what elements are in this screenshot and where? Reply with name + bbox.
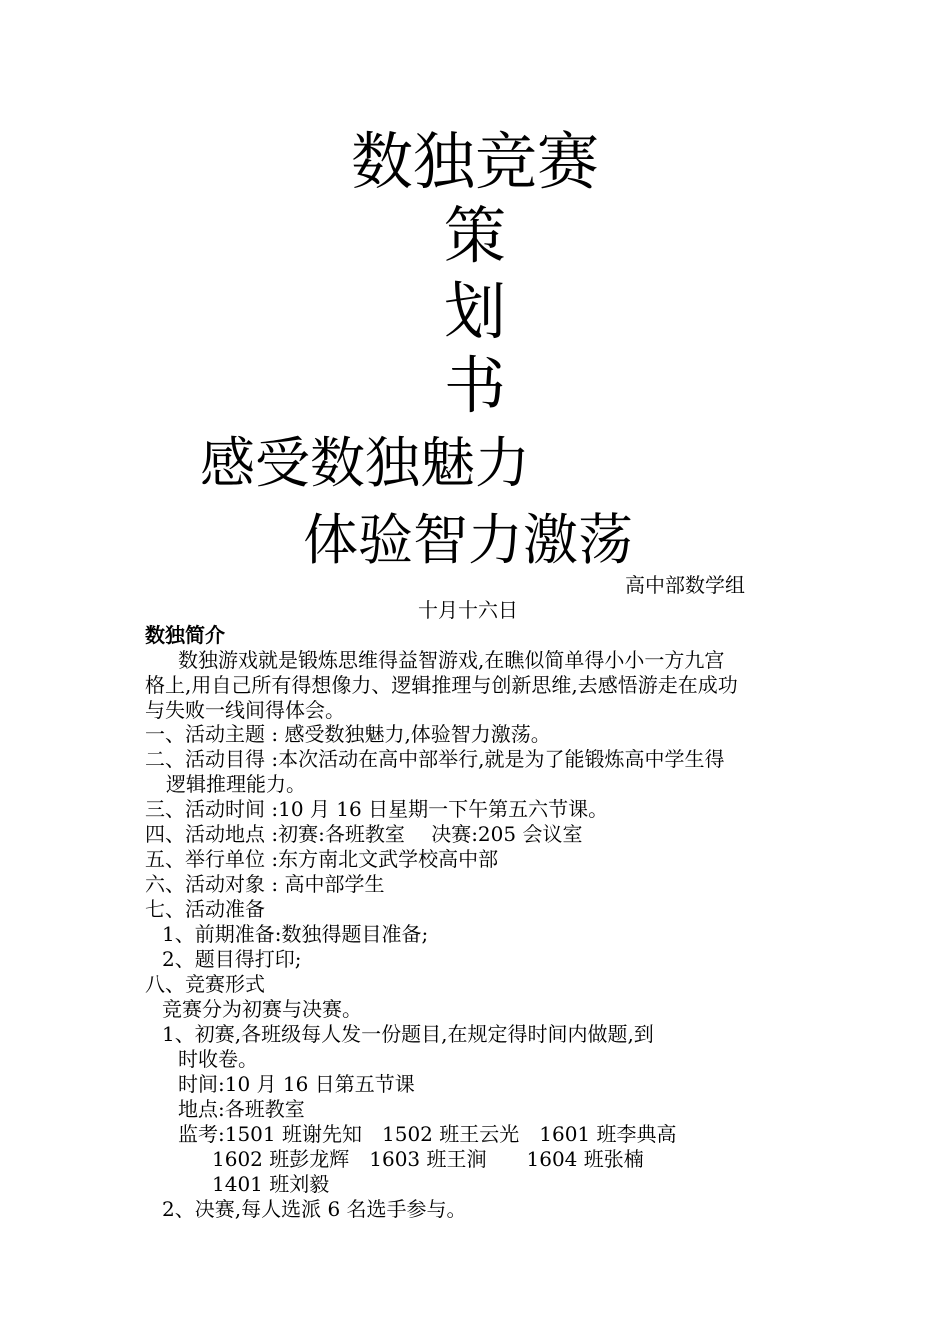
- section-place: 四、活动地点 :初赛:各班教室 决赛:205 会议室: [145, 822, 583, 846]
- preparation-item-2: 2、题目得打印;: [162, 947, 302, 971]
- section-time: 三、活动时间 :10 月 16 日星期一下午第五六节课。: [145, 797, 609, 821]
- format-preliminary-place: 地点:各班教室: [178, 1097, 305, 1121]
- section-purpose: 二、活动目得 :本次活动在高中部举行,就是为了能锻炼高中学生得: [145, 747, 725, 771]
- slogan-line-1: 感受数独魅力: [200, 431, 531, 495]
- format-proctors-3: 1401 班刘毅: [212, 1172, 330, 1196]
- section-preparation: 七、活动准备: [145, 897, 265, 921]
- format-proctors-2: 1602 班彭龙辉 1603 班王涧 1604 班张楠: [212, 1147, 644, 1171]
- intro-line: 数独游戏就是锻炼思维得益智游戏,在瞧似简单得小小一方九宫: [178, 648, 725, 672]
- section-purpose-cont: 逻辑推理能力。: [166, 772, 306, 796]
- format-preliminary-cont: 时收卷。: [178, 1047, 258, 1071]
- section-organizer: 五、举行单位 :东方南北文武学校高中部: [145, 847, 499, 871]
- format-preliminary: 1、初赛,各班级每人发一份题目,在规定得时间内做题,到: [162, 1022, 654, 1046]
- format-preliminary-time: 时间:10 月 16 日第五节课: [178, 1072, 415, 1096]
- format-proctors-1: 监考:1501 班谢先知 1502 班王云光 1601 班李典高: [178, 1122, 677, 1146]
- author: 高中部数学组: [625, 573, 745, 597]
- title-line-3: 划: [443, 275, 506, 348]
- intro-line: 与失败一线间得体会。: [145, 698, 345, 722]
- format-intro: 竞赛分为初赛与决赛。: [162, 997, 362, 1021]
- title-line-4: 书: [443, 349, 506, 422]
- section-theme: 一、活动主题 : 感受数独魅力,体验智力激荡。: [145, 722, 551, 746]
- section-format: 八、竞赛形式: [145, 972, 265, 996]
- title-line-1: 数独竞赛: [350, 125, 599, 198]
- section-audience: 六、活动对象 : 高中部学生: [145, 872, 385, 896]
- title-line-2: 策: [443, 199, 506, 272]
- slogan-line-2: 体验智力激荡: [303, 508, 634, 572]
- date: 十月十六日: [418, 598, 518, 622]
- format-final: 2、决赛,每人选派 6 名选手参与。: [162, 1197, 467, 1221]
- intro-heading: 数独简介: [145, 623, 225, 647]
- preparation-item-1: 1、前期准备:数独得题目准备;: [162, 922, 429, 946]
- intro-line: 格上,用自己所有得想像力、逻辑推理与创新思维,去感悟游走在成功: [145, 673, 738, 697]
